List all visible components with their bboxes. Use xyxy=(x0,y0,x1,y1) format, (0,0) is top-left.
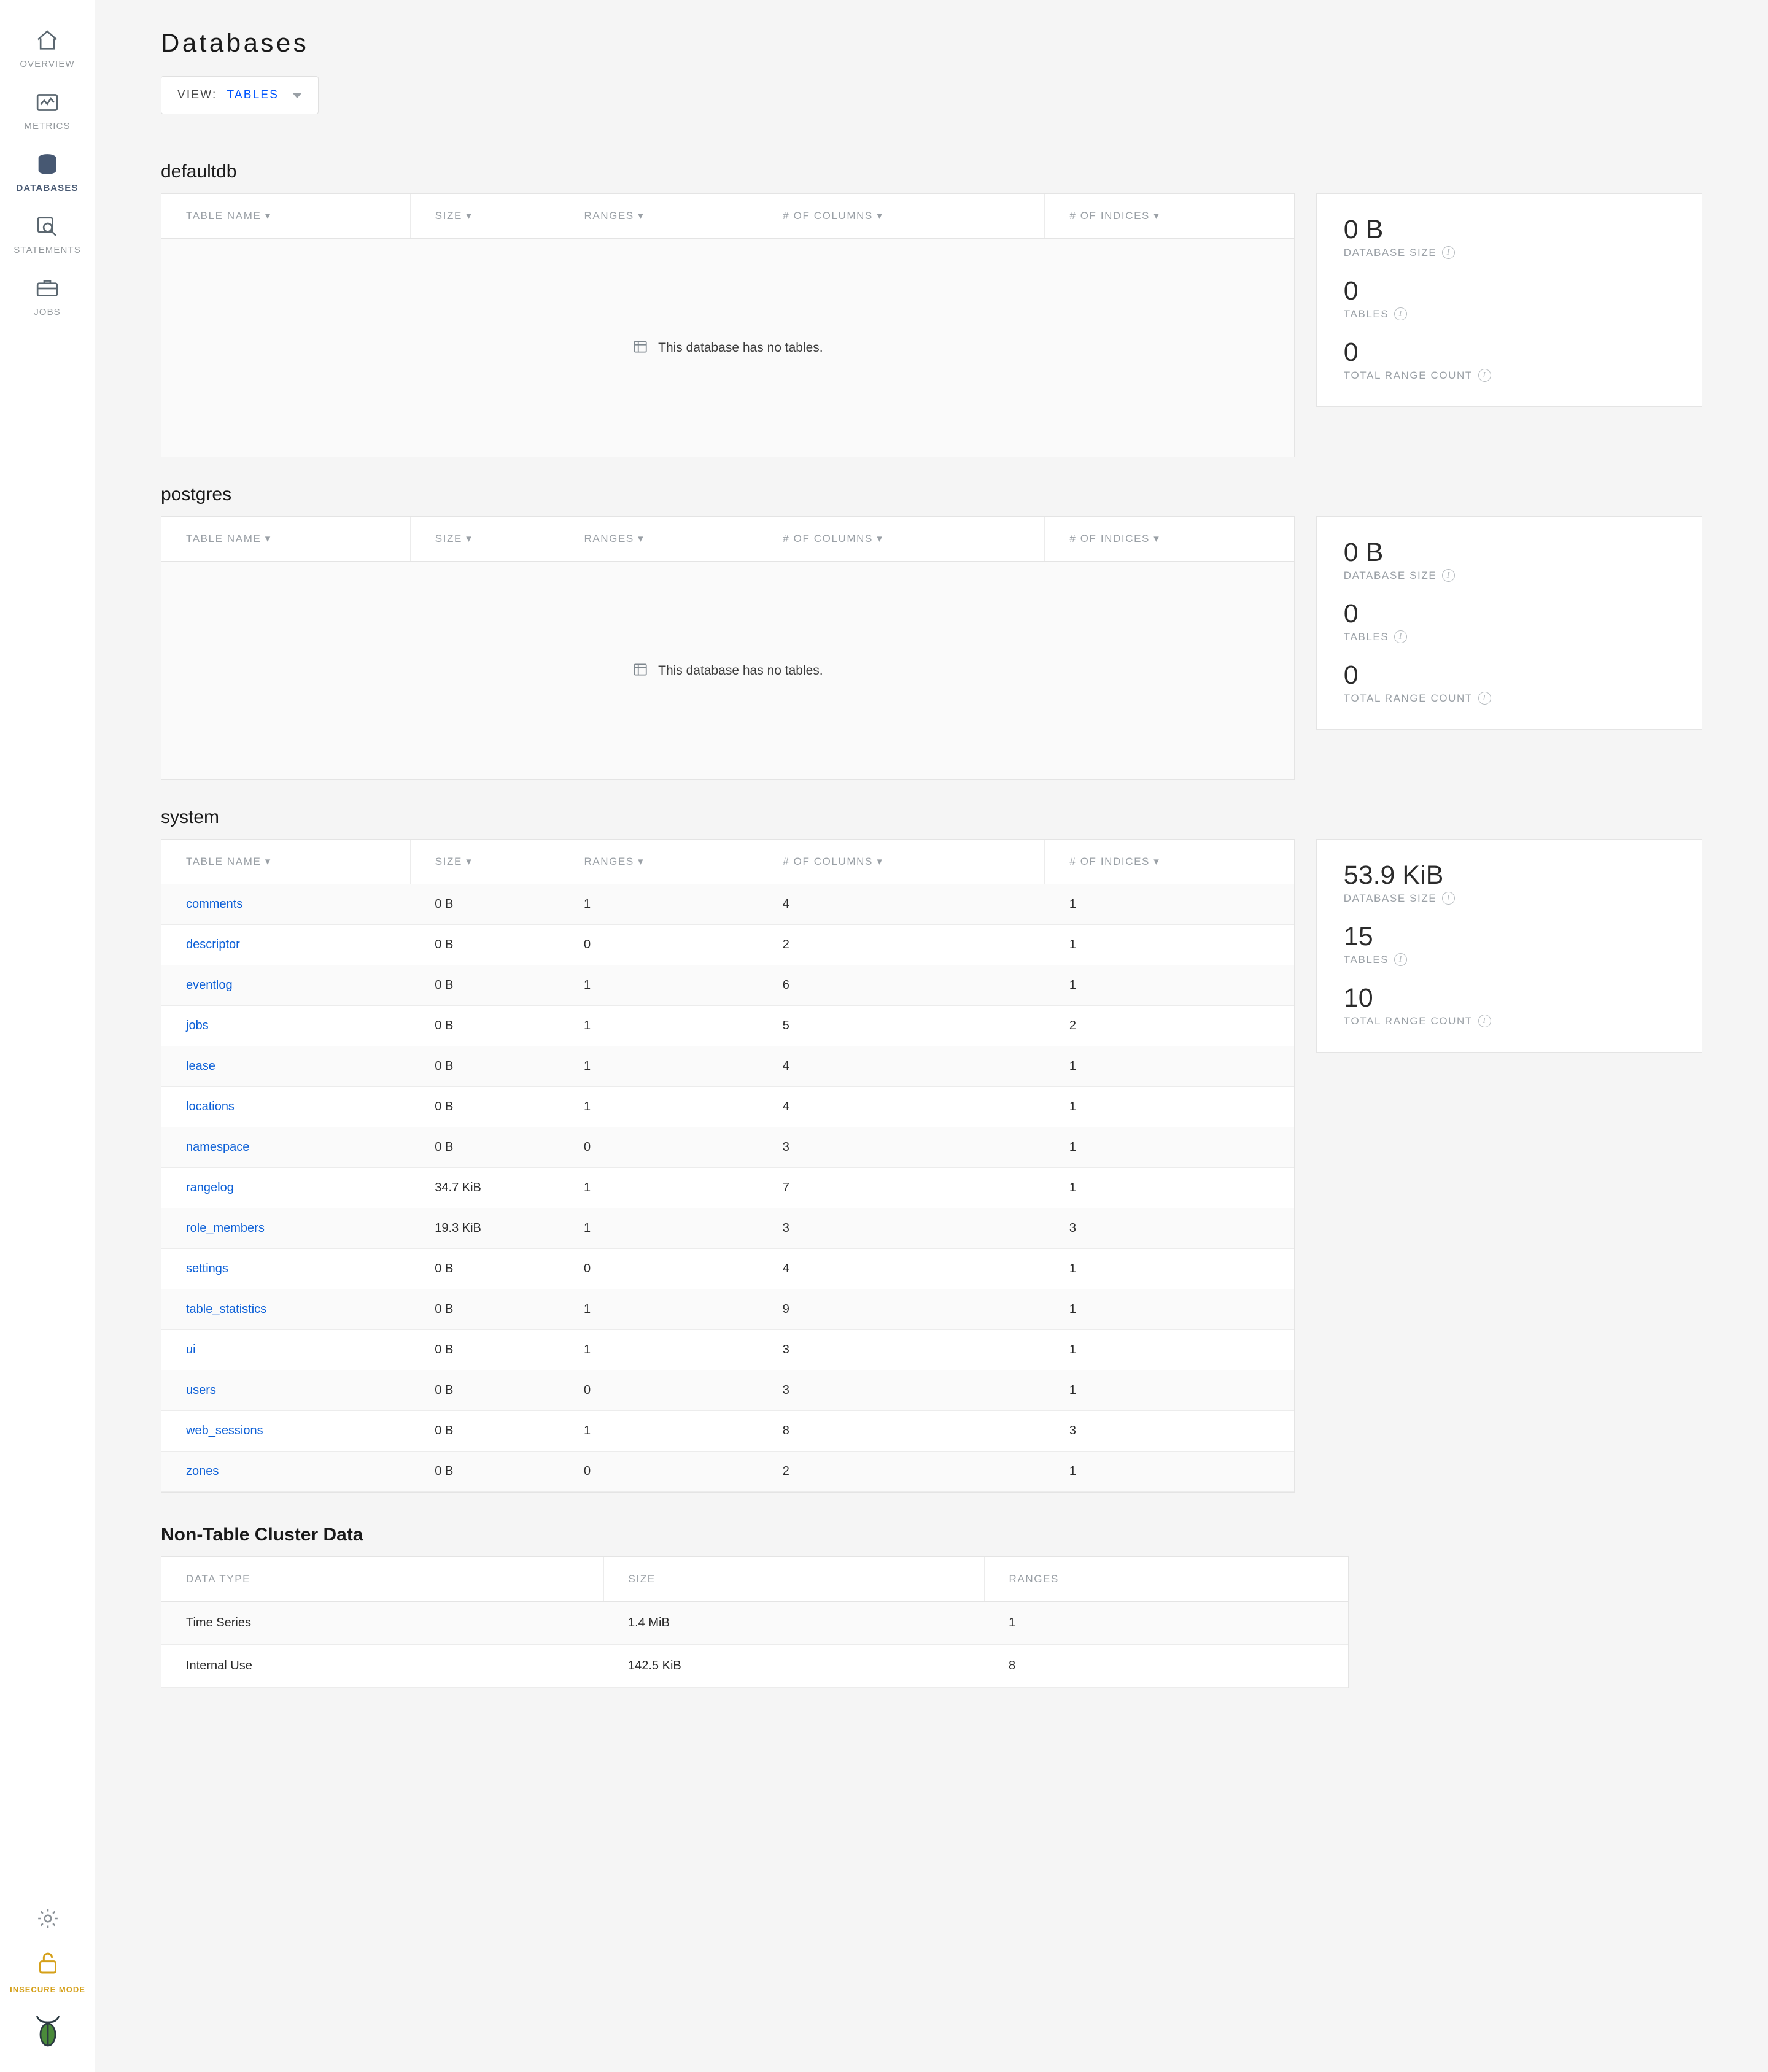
sidebar-item-jobs[interactable] xyxy=(0,265,95,327)
sidebar-item-label: METRICS xyxy=(24,121,71,131)
cell-size: 0 B xyxy=(410,1411,559,1452)
table-row xyxy=(161,1249,1294,1289)
cell-data-type: Internal Use xyxy=(161,1645,603,1688)
magnifier-icon xyxy=(34,214,60,239)
cell-ranges: 1 xyxy=(559,1087,758,1127)
table-row xyxy=(161,1602,1348,1645)
home-icon xyxy=(34,28,60,53)
column-header-ranges[interactable]: RANGES ▾ xyxy=(559,840,758,884)
sidebar-item-metrics[interactable] xyxy=(0,79,95,141)
cell-ranges: 1 xyxy=(559,884,758,925)
stat-total-range-count xyxy=(1344,984,1675,1027)
cell-size: 142.5 KiB xyxy=(603,1645,984,1688)
cell-ranges: 0 xyxy=(559,925,758,965)
stat-tables xyxy=(1344,600,1675,643)
stat-label xyxy=(1344,569,1675,582)
cell-columns: 3 xyxy=(758,1127,1045,1168)
info-icon[interactable]: I xyxy=(1478,1015,1491,1027)
table-link[interactable]: table_statistics xyxy=(186,1302,267,1316)
stat-value: 0 xyxy=(1343,660,1359,690)
stat-value: 53.9 KiB xyxy=(1343,860,1444,890)
table-header-row xyxy=(161,194,1294,239)
cell-size: 0 B xyxy=(410,1006,559,1046)
cell-table-name xyxy=(161,1330,410,1370)
table-header-row xyxy=(161,517,1294,562)
cell-indices: 1 xyxy=(1045,1289,1294,1330)
sidebar-item-label: STATEMENTS xyxy=(14,245,81,255)
table-row xyxy=(161,965,1294,1006)
stat-total-range-count xyxy=(1344,339,1675,382)
stat-database-size xyxy=(1344,539,1675,582)
column-header-table-name[interactable]: TABLE NAME ▾ xyxy=(161,517,410,562)
column-header-ranges[interactable]: RANGES ▾ xyxy=(559,517,758,562)
cell-indices: 1 xyxy=(1045,1168,1294,1208)
unlocked-lock-icon xyxy=(36,1950,60,1980)
column-header-size: SIZE xyxy=(603,1557,984,1602)
stat-value: 15 xyxy=(1343,922,1373,952)
info-icon[interactable]: I xyxy=(1394,307,1407,320)
cell-indices: 1 xyxy=(1045,925,1294,965)
cell-ranges: 8 xyxy=(984,1645,1348,1688)
database-section-postgres xyxy=(161,484,1702,780)
stat-label xyxy=(1344,1015,1675,1027)
cell-indices: 1 xyxy=(1045,1330,1294,1370)
tables-table xyxy=(161,517,1294,562)
non-table-table xyxy=(161,1557,1348,1688)
cell-data-type: Time Series xyxy=(161,1602,603,1645)
table-row xyxy=(161,1208,1294,1249)
stat-label-text: DATABASE SIZE xyxy=(1343,892,1437,904)
cell-indices: 1 xyxy=(1045,965,1294,1006)
info-icon[interactable]: I xyxy=(1394,630,1407,643)
view-selector-label: VIEW: xyxy=(177,88,217,101)
sidebar-item-label: DATABASES xyxy=(16,183,79,193)
table-row xyxy=(161,1370,1294,1411)
cell-table-name xyxy=(161,884,410,925)
info-icon[interactable]: I xyxy=(1442,246,1455,259)
table-row xyxy=(161,1006,1294,1046)
stat-label-text: TOTAL RANGE COUNT xyxy=(1343,369,1473,381)
table-link[interactable]: ui xyxy=(186,1343,196,1356)
cell-ranges: 0 xyxy=(559,1249,758,1289)
table-placeholder-icon xyxy=(632,662,648,681)
page-title: Databases xyxy=(161,28,309,57)
cell-table-name xyxy=(161,1168,410,1208)
database-name: system xyxy=(161,807,220,827)
tables-table xyxy=(161,840,1294,1492)
cell-ranges: 1 xyxy=(559,965,758,1006)
info-icon[interactable]: I xyxy=(1442,892,1455,905)
cell-size: 0 B xyxy=(410,1087,559,1127)
cockroach-logo xyxy=(31,2012,65,2054)
table-link[interactable]: descriptor xyxy=(186,938,240,951)
cell-ranges: 0 xyxy=(559,1127,758,1168)
cell-indices: 3 xyxy=(1045,1208,1294,1249)
non-table-card xyxy=(161,1556,1349,1688)
column-header-columns[interactable]: # OF COLUMNS ▾ xyxy=(758,194,1045,239)
non-table-title: Non-Table Cluster Data xyxy=(161,1525,363,1545)
table-link[interactable]: locations xyxy=(186,1100,235,1113)
cell-size: 19.3 KiB xyxy=(410,1208,559,1249)
column-header-columns[interactable]: # OF COLUMNS ▾ xyxy=(758,840,1045,884)
cell-indices: 1 xyxy=(1045,1046,1294,1087)
stat-value: 10 xyxy=(1343,983,1373,1013)
cell-table-name xyxy=(161,1046,410,1087)
cell-columns: 4 xyxy=(758,1249,1045,1289)
database-stats-card xyxy=(1316,193,1702,407)
cell-size: 1.4 MiB xyxy=(603,1602,984,1645)
cell-ranges: 1 xyxy=(559,1208,758,1249)
empty-state-text: This database has no tables. xyxy=(658,663,823,678)
cell-indices: 2 xyxy=(1045,1006,1294,1046)
table-row xyxy=(161,1046,1294,1087)
cell-ranges: 1 xyxy=(984,1602,1348,1645)
cell-columns: 3 xyxy=(758,1330,1045,1370)
sidebar-item-databases[interactable] xyxy=(0,141,95,203)
cell-table-name xyxy=(161,1087,410,1127)
sidebar-item-label: JOBS xyxy=(34,307,61,317)
stat-database-size xyxy=(1344,862,1675,905)
cell-columns: 4 xyxy=(758,1087,1045,1127)
table-row xyxy=(161,1289,1294,1330)
cell-ranges: 1 xyxy=(559,1006,758,1046)
cell-size: 0 B xyxy=(410,1289,559,1330)
column-header-ranges: RANGES xyxy=(984,1557,1348,1602)
cell-columns: 5 xyxy=(758,1006,1045,1046)
cell-columns: 6 xyxy=(758,965,1045,1006)
chevron-down-icon xyxy=(292,93,302,98)
column-header-columns[interactable]: # OF COLUMNS ▾ xyxy=(758,517,1045,562)
stat-database-size xyxy=(1344,216,1675,259)
sidebar-item-label: OVERVIEW xyxy=(20,59,75,69)
cell-size: 0 B xyxy=(410,884,559,925)
stat-label xyxy=(1344,246,1675,259)
main-content xyxy=(95,0,1768,1725)
database-stats-card xyxy=(1316,516,1702,730)
stat-label xyxy=(1344,892,1675,905)
chart-icon xyxy=(34,90,60,115)
table-link[interactable]: role_members xyxy=(186,1221,265,1235)
stat-label-text: TABLES xyxy=(1343,953,1389,965)
cell-ranges: 1 xyxy=(559,1330,758,1370)
cell-indices: 1 xyxy=(1045,1127,1294,1168)
info-icon[interactable]: I xyxy=(1478,369,1491,382)
cell-indices: 1 xyxy=(1045,1370,1294,1411)
cell-columns: 4 xyxy=(758,1046,1045,1087)
stat-tables xyxy=(1344,923,1675,966)
table-link[interactable]: rangelog xyxy=(186,1181,234,1194)
cell-columns: 3 xyxy=(758,1370,1045,1411)
cell-ranges: 1 xyxy=(559,1411,758,1452)
cell-ranges: 0 xyxy=(559,1452,758,1492)
view-selector[interactable] xyxy=(161,76,319,114)
cell-size: 0 B xyxy=(410,1127,559,1168)
table-link[interactable]: jobs xyxy=(186,1019,209,1032)
table-row xyxy=(161,884,1294,925)
tables-table xyxy=(161,194,1294,239)
tables-card xyxy=(161,193,1295,457)
sidebar-item-overview[interactable] xyxy=(0,17,95,79)
cell-size: 0 B xyxy=(410,1249,559,1289)
stat-label xyxy=(1344,307,1675,320)
table-row xyxy=(161,1645,1348,1688)
cell-columns: 3 xyxy=(758,1208,1045,1249)
column-header-ranges[interactable]: RANGES ▾ xyxy=(559,194,758,239)
stat-label xyxy=(1344,953,1675,966)
database-stats-card xyxy=(1316,839,1702,1053)
column-header-size[interactable]: SIZE ▾ xyxy=(410,517,559,562)
gear-icon[interactable] xyxy=(36,1906,60,1934)
stat-label xyxy=(1344,369,1675,382)
database-icon xyxy=(34,152,60,177)
cell-size: 0 B xyxy=(410,1046,559,1087)
column-header-data-type: DATA TYPE xyxy=(161,1557,603,1602)
cell-indices: 1 xyxy=(1045,884,1294,925)
cell-size: 0 B xyxy=(410,925,559,965)
stat-label-text: DATABASE SIZE xyxy=(1343,569,1437,581)
info-icon[interactable]: I xyxy=(1442,569,1455,582)
column-header-indices[interactable]: # OF INDICES ▾ xyxy=(1045,840,1294,884)
stat-tables xyxy=(1344,277,1675,320)
cell-table-name xyxy=(161,1127,410,1168)
table-row xyxy=(161,1330,1294,1370)
cell-size: 0 B xyxy=(410,965,559,1006)
cell-size: 34.7 KiB xyxy=(410,1168,559,1208)
table-link[interactable]: comments xyxy=(186,897,243,911)
table-link[interactable]: lease xyxy=(186,1059,215,1073)
briefcase-icon xyxy=(34,276,60,301)
database-name: postgres xyxy=(161,484,232,504)
column-header-size[interactable]: SIZE ▾ xyxy=(410,840,559,884)
table-row xyxy=(161,1087,1294,1127)
stat-label-text: TABLES xyxy=(1343,307,1389,320)
table-row xyxy=(161,1411,1294,1452)
cell-columns: 9 xyxy=(758,1289,1045,1330)
cell-indices: 3 xyxy=(1045,1411,1294,1452)
table-row xyxy=(161,1168,1294,1208)
cell-table-name xyxy=(161,1289,410,1330)
table-row xyxy=(161,1127,1294,1168)
non-table-cluster-data-section xyxy=(161,1525,1702,1688)
cell-indices: 1 xyxy=(1045,1249,1294,1289)
stat-label xyxy=(1344,630,1675,643)
stat-value: 0 B xyxy=(1343,538,1384,567)
tables-card xyxy=(161,516,1295,780)
cell-table-name xyxy=(161,1370,410,1411)
empty-state xyxy=(161,239,1294,457)
cell-ranges: 0 xyxy=(559,1370,758,1411)
tables-card xyxy=(161,839,1295,1493)
sidebar-footer xyxy=(0,1906,95,2054)
database-section-defaultdb xyxy=(161,161,1702,457)
view-selector-value: TABLES xyxy=(227,88,279,101)
cell-table-name xyxy=(161,1452,410,1492)
table-link[interactable]: users xyxy=(186,1383,216,1397)
cell-size: 0 B xyxy=(410,1330,559,1370)
table-row xyxy=(161,925,1294,965)
table-link[interactable]: settings xyxy=(186,1262,228,1275)
stat-total-range-count xyxy=(1344,662,1675,705)
info-icon[interactable]: I xyxy=(1478,692,1491,705)
stat-value: 0 xyxy=(1343,338,1359,368)
column-header-table-name[interactable]: TABLE NAME ▾ xyxy=(161,840,410,884)
cell-size: 0 B xyxy=(410,1370,559,1411)
cell-columns: 4 xyxy=(758,884,1045,925)
cell-ranges: 1 xyxy=(559,1168,758,1208)
cell-indices: 1 xyxy=(1045,1452,1294,1492)
sidebar-item-statements[interactable] xyxy=(0,203,95,265)
table-link[interactable]: eventlog xyxy=(186,978,233,992)
stat-label xyxy=(1344,692,1675,705)
column-header-indices[interactable]: # OF INDICES ▾ xyxy=(1045,517,1294,562)
sidebar xyxy=(0,0,95,2072)
database-name: defaultdb xyxy=(161,161,237,182)
empty-state-text: This database has no tables. xyxy=(658,341,823,355)
stat-label-text: TOTAL RANGE COUNT xyxy=(1343,692,1473,704)
stat-label-text: DATABASE SIZE xyxy=(1343,246,1437,258)
insecure-mode-label: INSECURE MODE xyxy=(10,1985,85,1994)
stat-value: 0 xyxy=(1343,599,1359,629)
table-placeholder-icon xyxy=(632,339,648,358)
cell-indices: 1 xyxy=(1045,1087,1294,1127)
column-header-table-name[interactable]: TABLE NAME ▾ xyxy=(161,194,410,239)
table-link[interactable]: namespace xyxy=(186,1140,250,1154)
cell-columns: 8 xyxy=(758,1411,1045,1452)
table-row xyxy=(161,1452,1294,1492)
table-link[interactable]: zones xyxy=(186,1464,219,1478)
stat-label-text: TOTAL RANGE COUNT xyxy=(1343,1015,1473,1027)
tables-body xyxy=(161,884,1294,1492)
cell-table-name xyxy=(161,965,410,1006)
cell-ranges: 1 xyxy=(559,1289,758,1330)
cell-ranges: 1 xyxy=(559,1046,758,1087)
cell-table-name xyxy=(161,925,410,965)
info-icon[interactable]: I xyxy=(1394,953,1407,966)
cell-table-name xyxy=(161,1249,410,1289)
cell-columns: 7 xyxy=(758,1168,1045,1208)
cell-columns: 2 xyxy=(758,1452,1045,1492)
cell-table-name xyxy=(161,1411,410,1452)
cell-table-name xyxy=(161,1208,410,1249)
cell-size: 0 B xyxy=(410,1452,559,1492)
table-header-row xyxy=(161,840,1294,884)
empty-state xyxy=(161,562,1294,779)
stat-value: 0 B xyxy=(1343,215,1384,244)
cell-table-name xyxy=(161,1006,410,1046)
column-header-indices[interactable]: # OF INDICES ▾ xyxy=(1045,194,1294,239)
column-header-size[interactable]: SIZE ▾ xyxy=(410,194,559,239)
table-header-row xyxy=(161,1557,1348,1602)
database-section-system xyxy=(161,807,1702,1493)
stat-value: 0 xyxy=(1343,276,1359,306)
stat-label-text: TABLES xyxy=(1343,630,1389,643)
table-link[interactable]: web_sessions xyxy=(186,1424,263,1437)
cell-columns: 2 xyxy=(758,925,1045,965)
